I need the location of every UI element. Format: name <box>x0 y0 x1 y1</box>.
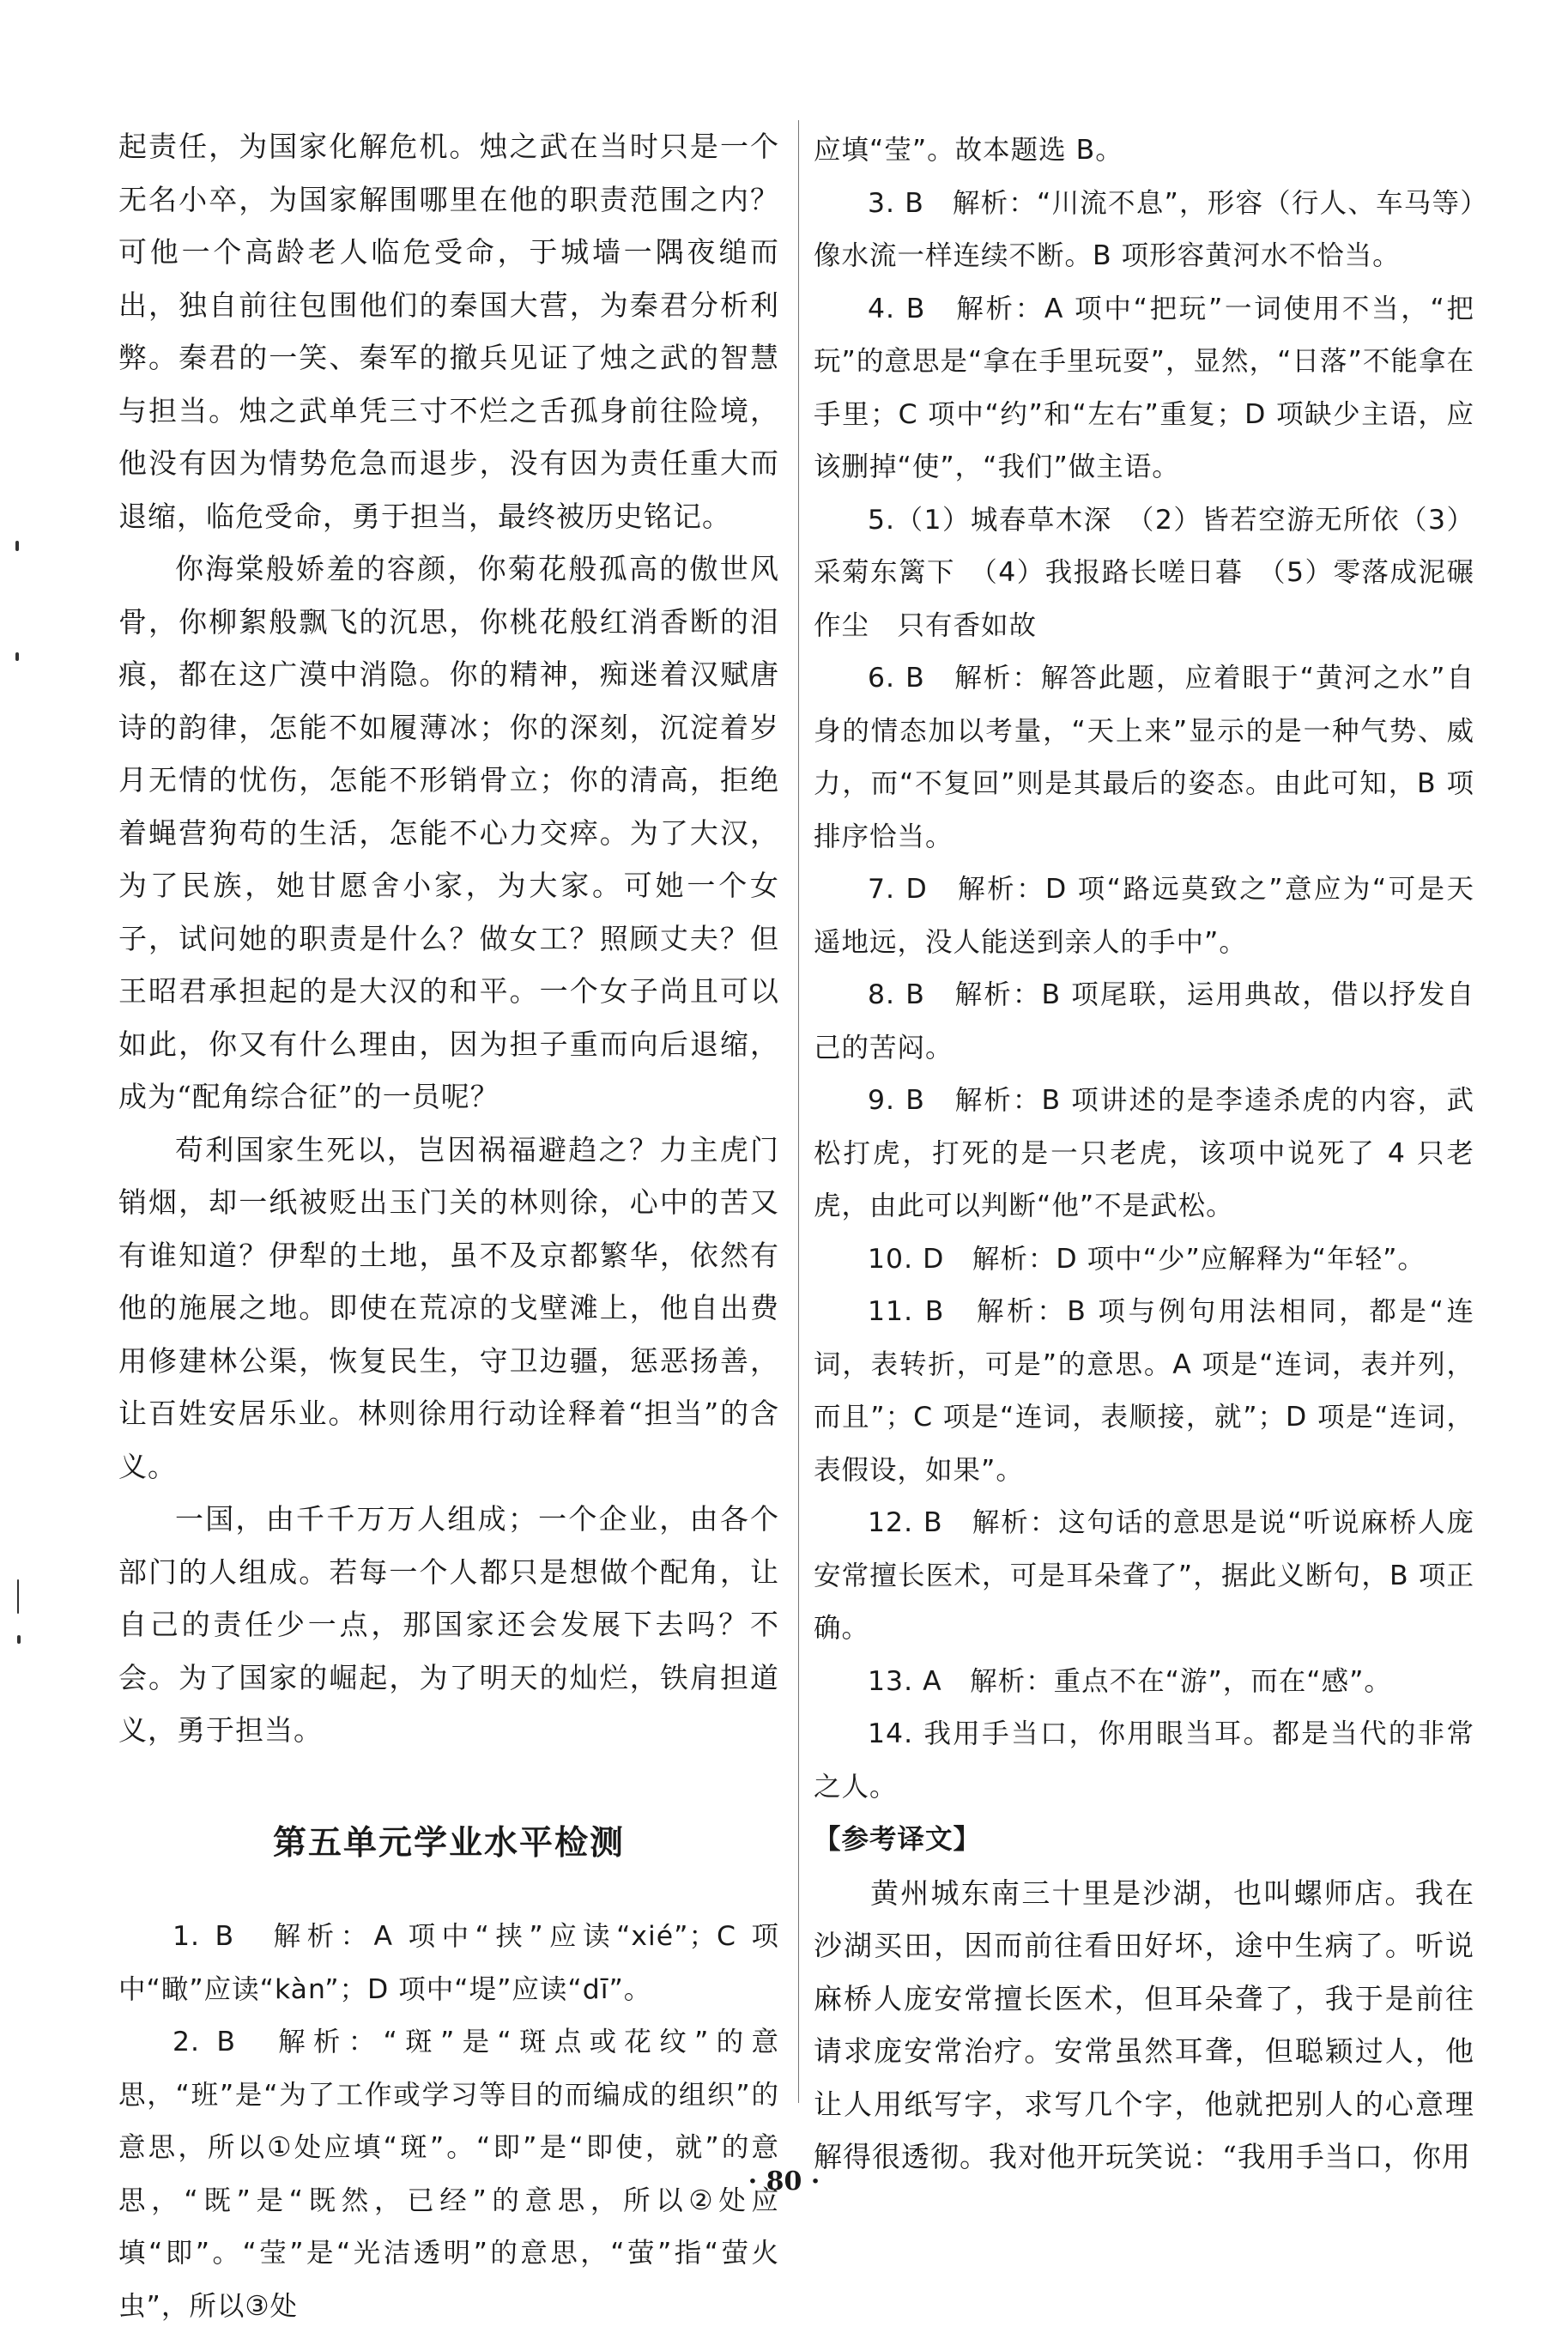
answer-9: 9. B 解析：B 项讲述的是李逵杀虎的内容，武松打虎，打死的是一只老虎，该项中说死了 4 只老虎，由此可以判断“他”不是武松。 <box>814 1085 1474 1221</box>
answer-3: 3. B 解析：“川流不息”，形容（行人、车马等）像水流一样连续不断。B 项形容黄河水不恰当。 <box>814 187 1474 271</box>
margin-mark <box>15 541 19 551</box>
answer-11: 11. B 解析：B 项与例句用法相同，都是“连词，表转折，可是”的意思。A 项是“连词，表并列，而且”；C 项是“连词，表顺接，就”；D 项是“连词，表假设，如果”。 <box>814 1296 1474 1486</box>
essay-paragraph-2: 你海棠般娇羞的容颜，你菊花般孤高的傲世风骨，你柳絮般飘飞的沉思，你桃花般红消香断的泪痕，都在这广漠中消隐。你的精神，痴迷着汉赋唐诗的韵律，怎能不如履薄冰；你的深刻，沉淀着岁月无情的忧伤，怎能不形销骨立；你的清高，拒绝着蝇营狗苟的生活，怎能不心力交瘁。为了大汉，为了民族，她甘愿舍小家，为大家。可她一个女子，试问她的职责是什么？做女工？照顾丈夫？但王昭君承担起的是大汉的和平。一个女子尚且可以如此，你又有什么理由，因为担子重而向后退缩，成为“配角综合征”的一员呢？ <box>118 552 779 1113</box>
reference-heading: 【参考译文】 <box>814 1824 982 1855</box>
essay-paragraph-3: 苟利国家生死以，岂因祸福避趋之？力主虎门销烟，却一纸被贬出玉门关的林则徐，心中的苦又有谁知道？伊犁的土地，虽不及京都繁华，依然有他的施展之地。即使在荒凉的戈壁滩上，他自出费用修建林公渠，恢复民生，守卫边疆，惩恶扬善，让百姓安居乐业。林则徐用行动诠释着“担当”的含义。 <box>118 1132 779 1483</box>
margin-mark <box>17 1579 19 1614</box>
answer-2: 2. B 解析：“斑”是“斑点或花纹”的意思，“班”是“为了工作或学习等目的而编成的组织”的意思，所以①处应填“斑”。“即”是“即使，就”的意思，“既”是“既然，已经”的意思，所以②处应填“即”。“莹”是“光洁透明”的意思，“萤”指“萤火虫”，所以③处 <box>118 2027 779 2322</box>
margin-mark <box>15 652 19 661</box>
answer-10: 10. D 解析：D 项中“少”应解释为“年轻”。 <box>868 1243 1426 1275</box>
left-column <box>118 120 779 2333</box>
margin-mark <box>17 1635 21 1644</box>
answer-1: 1. B 解析：A 项中“挟”应读“xié”；C 项中“瞰”应读“kàn”；D 项中“堤”应读“dī”。 <box>118 1921 779 2005</box>
answer-12: 12. B 解析：这句话的意思是说“听说麻桥人庞安常擅长医术，可是耳朵聋了”，据此义断句，B 项正确。 <box>814 1507 1474 1644</box>
answer-4: 4. B 解析：A 项中“把玩”一词使用不当，“把玩”的意思是“拿在手里玩耍”，显然，“日落”不能拿在手里；C 项中“约”和“左右”重复；D 项缺少主语，应该删掉“使”，“我们”做主语。 <box>814 293 1474 482</box>
answer-14: 14. 我用手当口，你用眼当耳。都是当代的非常之人。 <box>814 1718 1474 1803</box>
answer-6: 6. B 解析：解答此题，应着眼于“黄河之水”自身的情态加以考量，“天上来”显示的是一种气势、威力，而“不复回”则是其最后的姿态。由此可知，B 项排序恰当。 <box>814 663 1474 852</box>
right-column <box>814 124 1474 2184</box>
answer-5: 5.（1）城春草木深 （2）皆若空游无所依（3）采菊东篱下 （4）我报路长嗟日暮 （5）零落成泥碾作尘 只有香如故 <box>814 504 1474 641</box>
section-title: 第五单元学业水平检测 <box>272 1823 625 1863</box>
answer-13: 13. A 解析：重点不在“游”，而在“感”。 <box>868 1665 1392 1697</box>
column-divider <box>798 120 799 2103</box>
reference-translation: 黄州城东南三十里是沙湖，也叫螺师店。我在沙湖买田，因而前往看田好坏，途中生病了。听说麻桥人庞安常擅长医术，但耳朵聋了，我于是前往请求庞安常治疗。安常虽然耳聋，但聪颖过人，他让人用纸写字，求写几个字，他就把别人的心意理解得很透彻。我对他开玩笑说：“我用手当口，你用 <box>814 1875 1474 2173</box>
essay-paragraph-4: 一国，由千千万万人组成；一个企业，由各个部门的人组成。若每一个人都只是想做个配角，让自己的责任少一点，那国家还会发展下去吗？不会。为了国家的崛起，为了明天的灿烂，铁肩担道义，勇于担当。 <box>118 1502 779 1747</box>
answer-2-continued: 应填“莹”。故本题选 B。 <box>814 135 1123 166</box>
page-number: · 80 · <box>748 2166 820 2197</box>
answer-7: 7. D 解析：D 项“路远莫致之”意应为“可是天遥地远，没人能送到亲人的手中”。 <box>814 874 1474 958</box>
essay-paragraph-1: 起责任，为国家化解危机。烛之武在当时只是一个无名小卒，为国家解围哪里在他的职责范围之内？可他一个高龄老人临危受命，于城墙一隅夜缒而出，独自前往包围他们的秦国大营，为秦君分析利弊。秦君的一笑、秦军的撤兵见证了烛之武的智慧与担当。烛之武单凭三寸不烂之舌孤身前往险境，他没有因为情势危急而退步，没有因为责任重大而退缩，临危受命，勇于担当，最终被历史铭记。 <box>118 130 779 533</box>
answer-8: 8. B 解析：B 项尾联，运用典故，借以抒发自己的苦闷。 <box>814 979 1474 1063</box>
